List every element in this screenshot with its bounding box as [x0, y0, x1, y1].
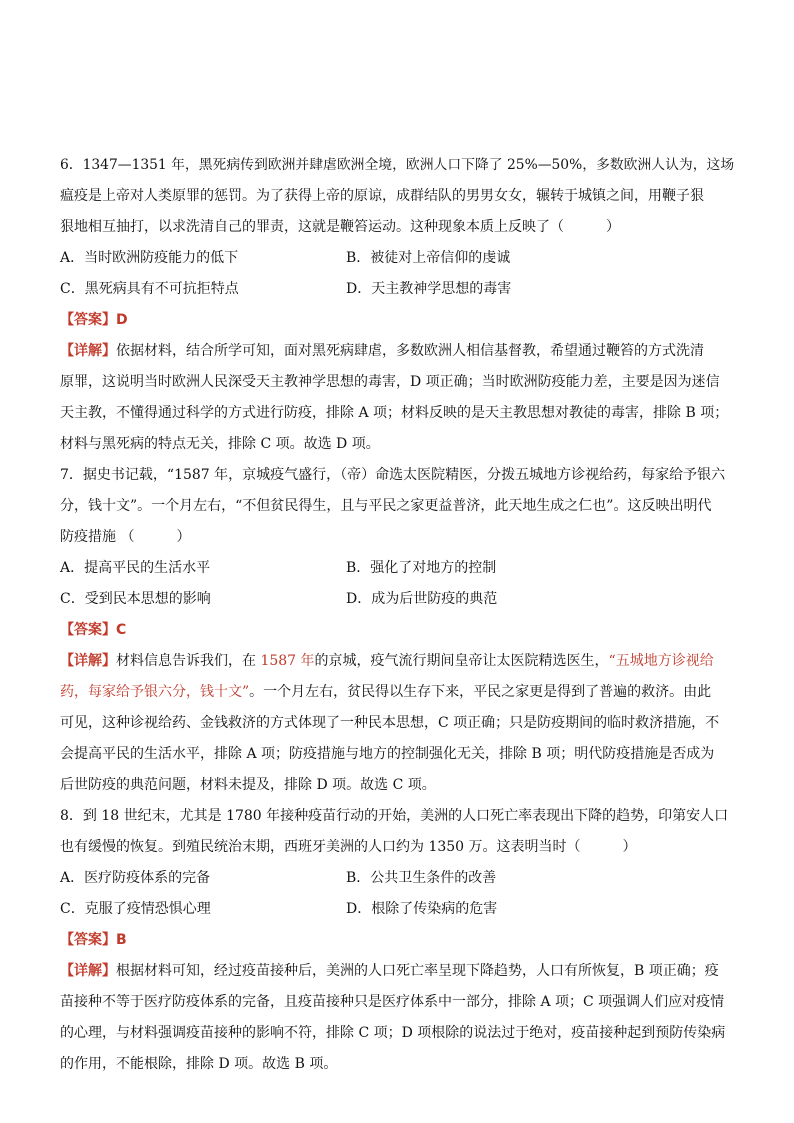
q7-options-row-2: [60, 584, 734, 615]
question-6: [60, 150, 734, 460]
q8-stem-line-2: 也有缓慢的恢复。到殖民统治末期，西班牙美洲的人口约为 1350 万。这表明当时（ ）: [60, 839, 637, 855]
q7-detail-quote-1: “五城地方诊视给: [608, 653, 714, 669]
q8-detail-line-4: 的作用，不能根除，排除 D 项。故选 B 项。: [60, 1056, 338, 1072]
q6-options-row-2: [60, 274, 734, 305]
q7-detail-text-2: 。一个月左右，贫民得以生存下来，平民之家更是得到了普遍的救济。由此: [249, 684, 712, 700]
q7-detail-line-1: [60, 646, 734, 677]
q6-answer-value: D: [116, 312, 128, 328]
q6-option-d: D．天主教神学思想的毒害: [346, 281, 512, 297]
q6-option-a: A．当时欧洲防疫能力的低下: [60, 250, 239, 266]
q7-option-c: C．受到民本思想的影响: [60, 591, 211, 607]
q8-answer-value: B: [116, 932, 127, 948]
question-8: [60, 801, 734, 1080]
q6-answer-tag: 【答案】: [60, 312, 116, 328]
q7-detail-line-4: 会提高平民的生活水平，排除 A 项；防疫措施与地方的控制强化无关，排除 B 项；明代防疫措施是否成为: [60, 746, 715, 762]
q8-stem-line-1: 8．到 18 世纪末，尤其是 1780 年接种疫苗行动的开始，美洲的人口死亡率表现出下降的趋势，印第安人口: [60, 808, 729, 824]
q6-detail-line-1: [60, 336, 734, 367]
q8-options-row-1: [60, 863, 734, 894]
q7-detail-line-2: [60, 677, 734, 708]
q6-detail-line-4: 材料与黑死病的特点无关，排除 C 项。故选 D 项。: [60, 436, 380, 452]
q6-option-b: B．被徒对上帝信仰的虔诚: [346, 250, 511, 266]
q7-detail-text-1a: 材料信息告诉我们，在: [116, 653, 261, 669]
q6-options-row-1: [60, 243, 734, 274]
q6-detail-line-2: 原罪，这说明当时欧洲人民深受天主教神学思想的毒害，D 项正确；当时欧洲防疫能力差，主要是因为迷信: [60, 374, 720, 390]
q7-detail-text-1b: 的京城，疫气流行期间皇帝让太医院精选医生，: [314, 653, 609, 669]
q8-option-c: C．克服了疫情恐惧心理: [60, 901, 211, 917]
q8-detail-line-2: 苗接种不等于医疗防疫体系的完备，且疫苗接种只是医疗体系中一部分，排除 A 项；C 项强调人们应对疫情: [60, 994, 725, 1010]
q7-detail-highlight-year: 1587 年: [260, 653, 315, 669]
q7-stem-line-3: 防疫措施 （ ）: [60, 529, 191, 545]
q8-option-d: D．根除了传染病的危害: [346, 901, 498, 917]
q7-answer: [60, 615, 734, 646]
q7-answer-tag: 【答案】: [60, 622, 116, 638]
q6-stem-line-3: 狠地相互抽打，以求洗清自己的罪责，这就是鞭笞运动。这种现象本质上反映了（ ）: [60, 219, 620, 235]
q6-answer: [60, 305, 734, 336]
q6-detail-tag: 【详解】: [60, 343, 116, 359]
q6-stem-line-2: 瘟疫是上帝对人类原罪的惩罚。为了获得上帝的原谅，成群结队的男男女女，辗转于城镇之间，用鞭子狠: [60, 188, 704, 204]
q7-option-a: A．提高平民的生活水平: [60, 560, 211, 576]
q7-option-b: B．强化了对地方的控制: [346, 560, 497, 576]
q6-stem-line-1: 6．1347—1351 年，黑死病传到欧洲并肆虐欧洲全境，欧洲人口下降了 25%—50%，多数欧洲人认为，这场: [60, 157, 734, 173]
q8-answer-tag: 【答案】: [60, 932, 116, 948]
q7-detail-line-3: 可见，这种诊视给药、金钱救济的方式体现了一种民本思想，C 项正确；只是防疫期间的临时救济措施，不: [60, 715, 720, 731]
q6-detail-text-1: 依据材料，结合所学可知，面对黑死病肆虐，多数欧洲人相信基督教，希望通过鞭笞的方式洗清: [116, 343, 704, 359]
document-page: [60, 150, 734, 1080]
q7-stem-line-1: 7．据史书记载，“1587 年，京城疫气盛行，（帝）命选太医院精医，分拨五城地方诊视给药，每家给予银六: [60, 467, 726, 483]
q8-detail-tag: 【详解】: [60, 963, 116, 979]
q7-options-row-1: [60, 553, 734, 584]
q7-detail-line-5: 后世防疫的典范问题，材料未提及，排除 D 项。故选 C 项。: [60, 777, 436, 793]
q6-option-c: C．黑死病具有不可抗拒特点: [60, 281, 239, 297]
q7-answer-value: C: [116, 622, 127, 638]
q7-detail-tag: 【详解】: [60, 653, 116, 669]
q7-option-d: D．成为后世防疫的典范: [346, 591, 498, 607]
q8-option-b: B．公共卫生条件的改善: [346, 870, 497, 886]
q8-detail-line-1: [60, 956, 734, 987]
q8-option-a: A．医疗防疫体系的完备: [60, 870, 211, 886]
q8-detail-text-1: 根据材料可知，经过疫苗接种后，美洲的人口死亡率呈现下降趋势，人口有所恢复，B 项正确；疫: [116, 963, 719, 979]
q7-detail-quote-2: 药，每家给予银六分，钱十文”: [60, 684, 250, 700]
question-7: [60, 460, 734, 801]
q8-answer: [60, 925, 734, 956]
q8-detail-line-3: 的心理，与材料强调疫苗接种的影响不符，排除 C 项；D 项根除的说法过于绝对，疫苗接种起到预防传染病: [60, 1025, 726, 1041]
q7-stem-line-2: 分，钱十文”。一个月左右，“不但贫民得生，且与平民之家更益普济，此天地生成之仁也”。这反映出明代: [60, 498, 712, 514]
q6-detail-line-3: 天主教，不懂得通过科学的方式进行防疫，排除 A 项；材料反映的是天主教思想对教徒的毒害，排除 B 项；: [60, 405, 729, 421]
q8-options-row-2: [60, 894, 734, 925]
